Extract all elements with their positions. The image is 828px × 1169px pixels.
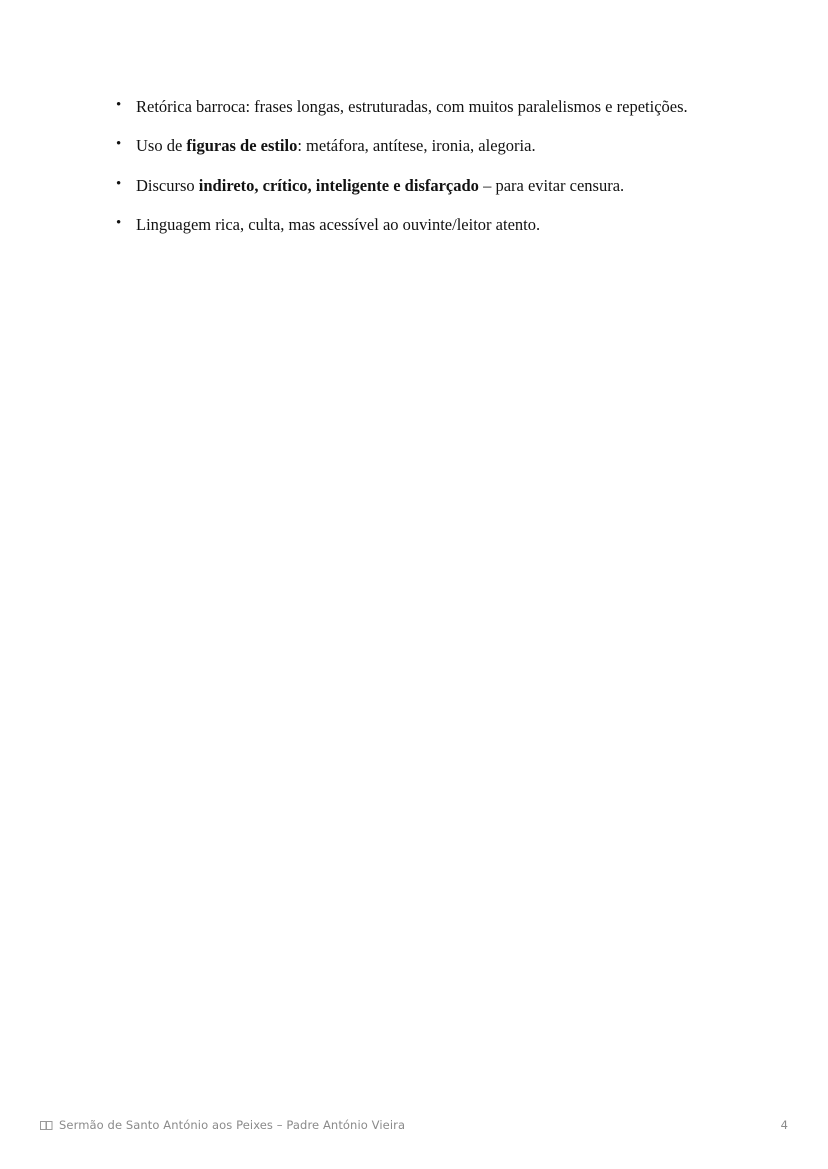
body-text: Uso de: [136, 136, 187, 156]
bullet-list: [108, 96, 720, 236]
list-item: [108, 96, 720, 118]
body-text: Retórica barroca: frases longas, estruturadas, com muitos paralelismos e repetições.: [136, 97, 688, 116]
body-text: : metáfora, antítese, ironia, alegoria.: [297, 136, 536, 156]
list-item: [108, 175, 720, 197]
emphasis-text: indireto, crítico, inteligente e disfarçado: [198, 175, 479, 195]
emphasis-text: figuras de estilo: [186, 136, 298, 156]
footer-left: [40, 1118, 405, 1132]
list-item: [108, 135, 720, 157]
body-text: Linguagem rica, culta, mas acessível ao ouvinte/leitor atento.: [136, 214, 541, 234]
book-icon: [40, 1120, 53, 1131]
body-text: – para evitar censura.: [478, 175, 625, 195]
list-item: [108, 214, 720, 236]
page-number: 4: [780, 1118, 788, 1132]
footer-title: Sermão de Santo António aos Peixes – Padre António Vieira: [59, 1118, 406, 1132]
body-text: Discurso: [136, 175, 199, 195]
content-area: [108, 96, 720, 253]
page-footer: [40, 1118, 788, 1132]
